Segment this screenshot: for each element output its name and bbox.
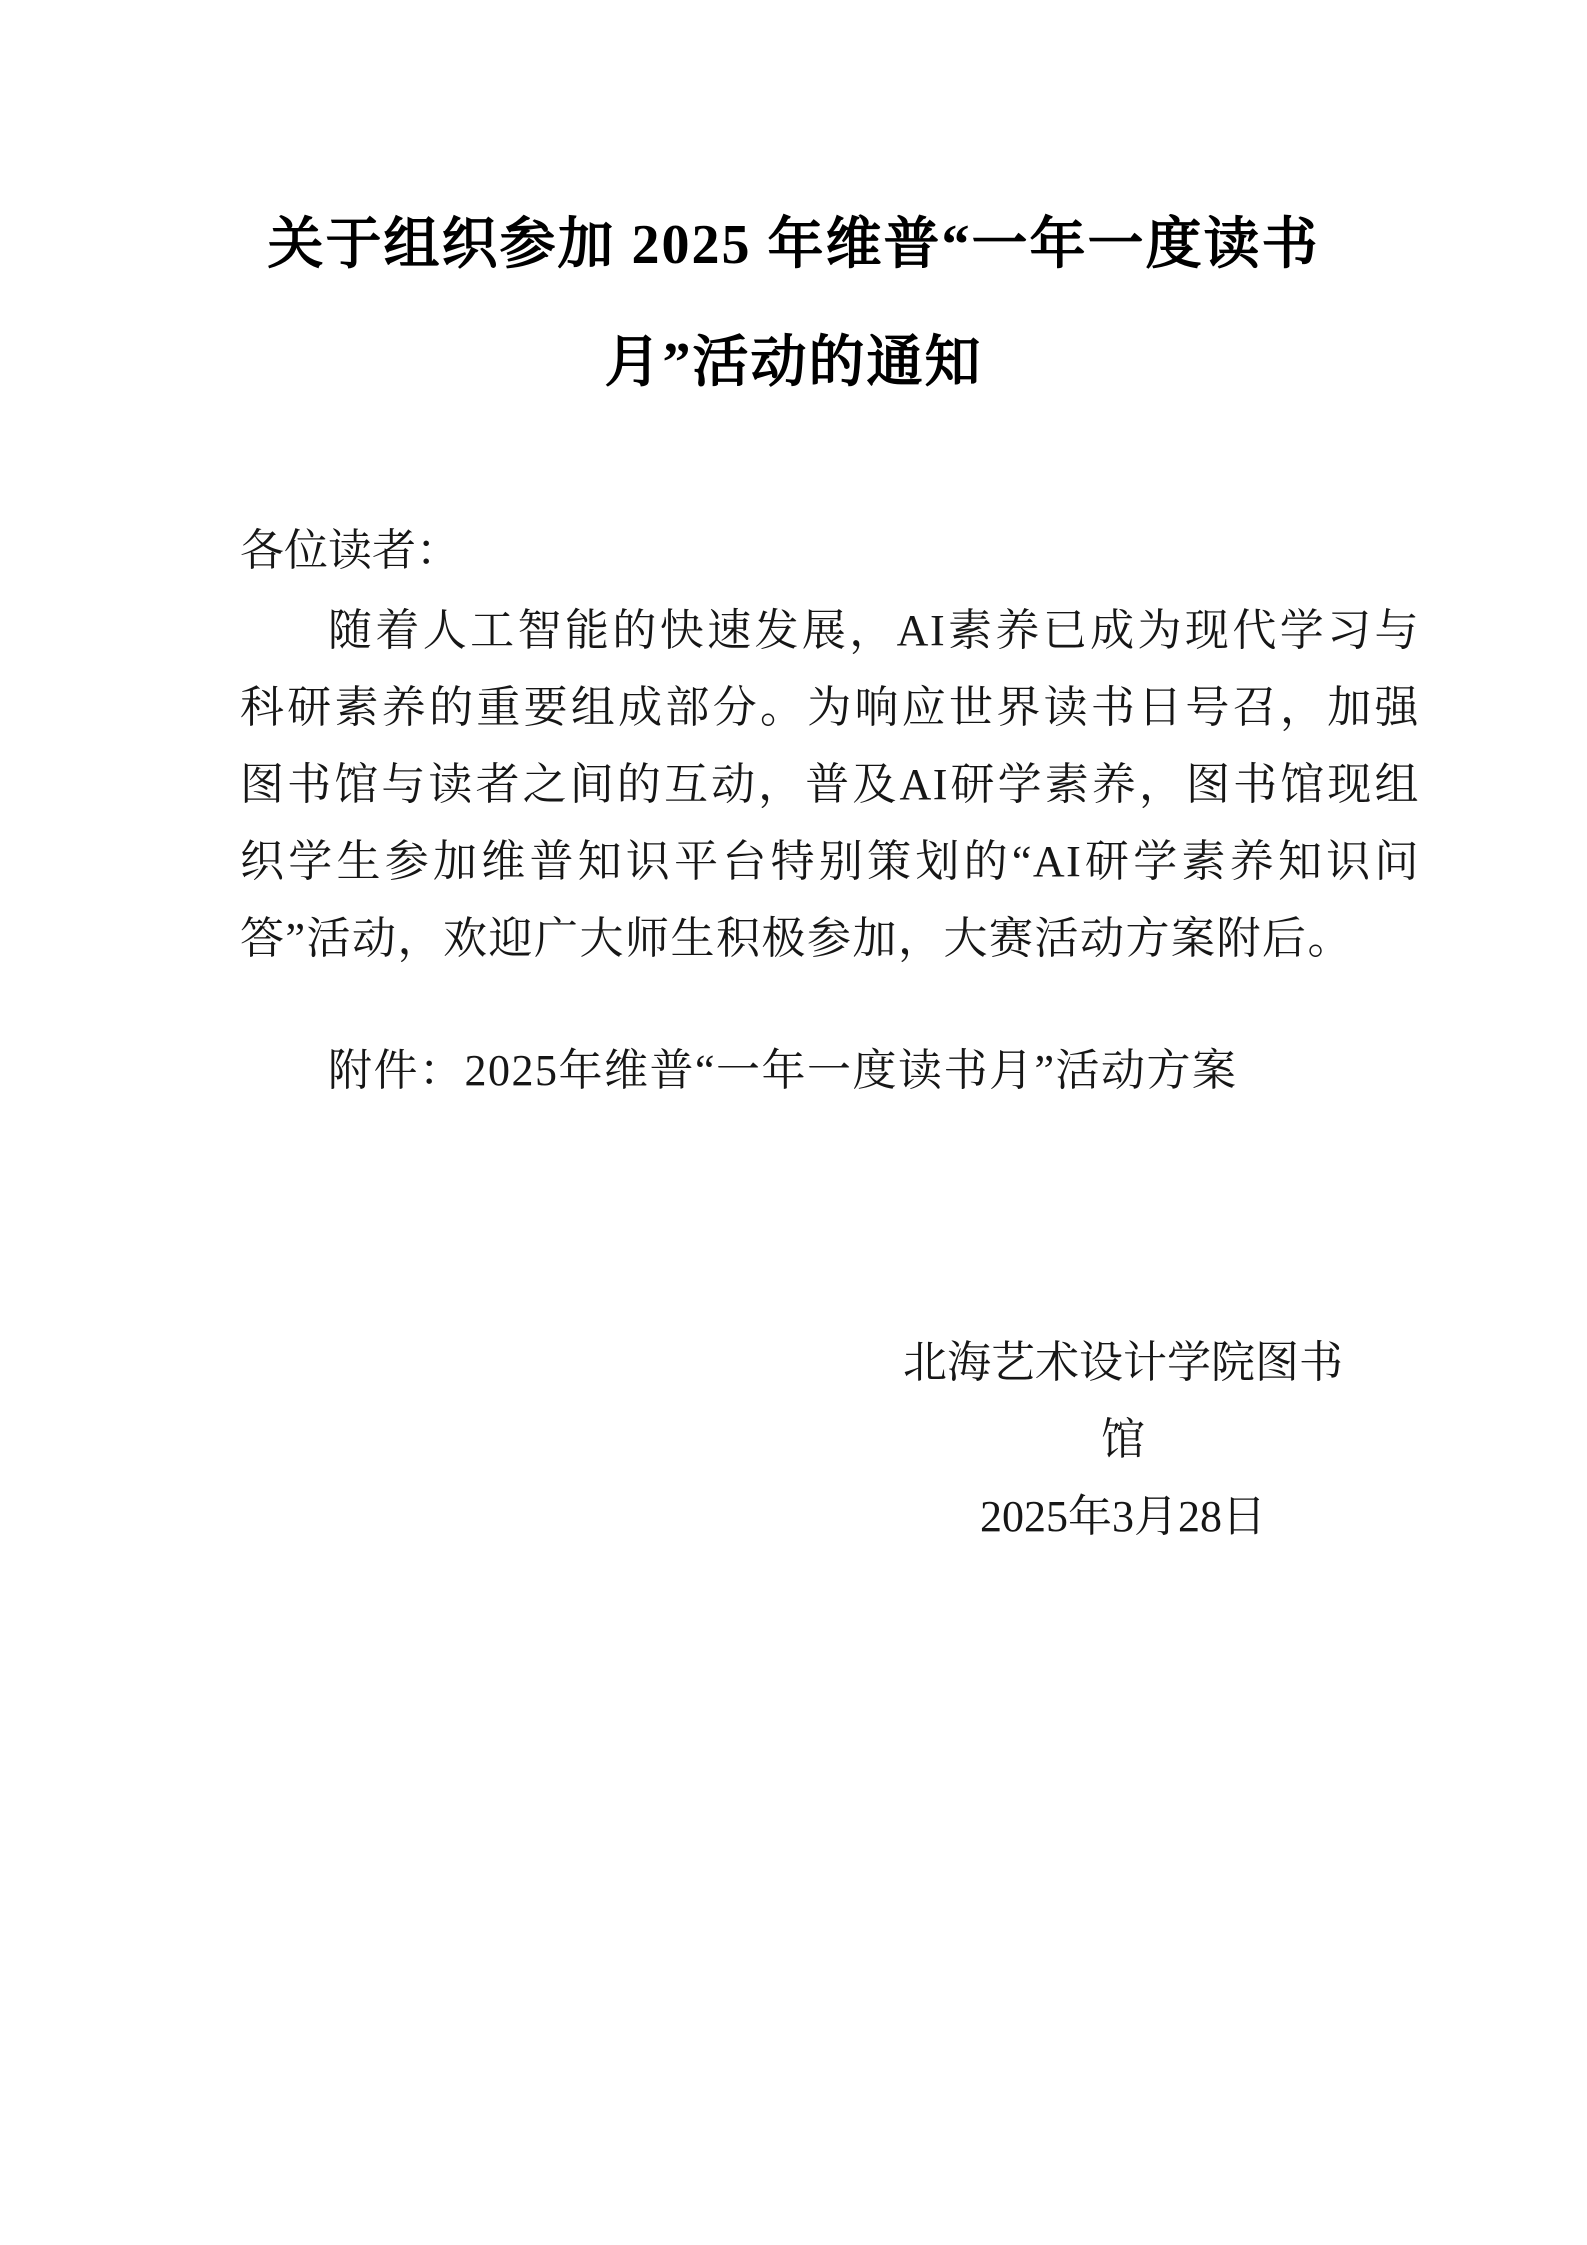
body-paragraph: 随着人工智能的快速发展，AI素养已成为现代学习与科研素养的重要组成部分。为响应世界读书日号召，加强图书馆与读者之间的互动，普及AI研学素养，图书馆现组织学生参加维普知识平台特别策划的“AI研学素养知识问答”活动，欢迎广大师生积极参加，大赛活动方案附后。 [240, 606, 1420, 963]
signature-date: 2025年3月28日 [980, 1492, 1266, 1541]
signature-organization: 北海艺术设计学院图书馆 [903, 1338, 1343, 1464]
document-title-line-2: 月”活动的通知 [604, 332, 983, 394]
salutation: 各位读者： [240, 526, 460, 575]
document-title [0, 186, 1587, 422]
attachment-line: 附件：2025年维普“一年一度读书月”活动方案 [328, 1046, 1238, 1095]
document-title-line-1: 关于组织参加 2025 年维普“一年一度读书 [267, 214, 1320, 276]
signature-block [888, 1324, 1358, 1555]
